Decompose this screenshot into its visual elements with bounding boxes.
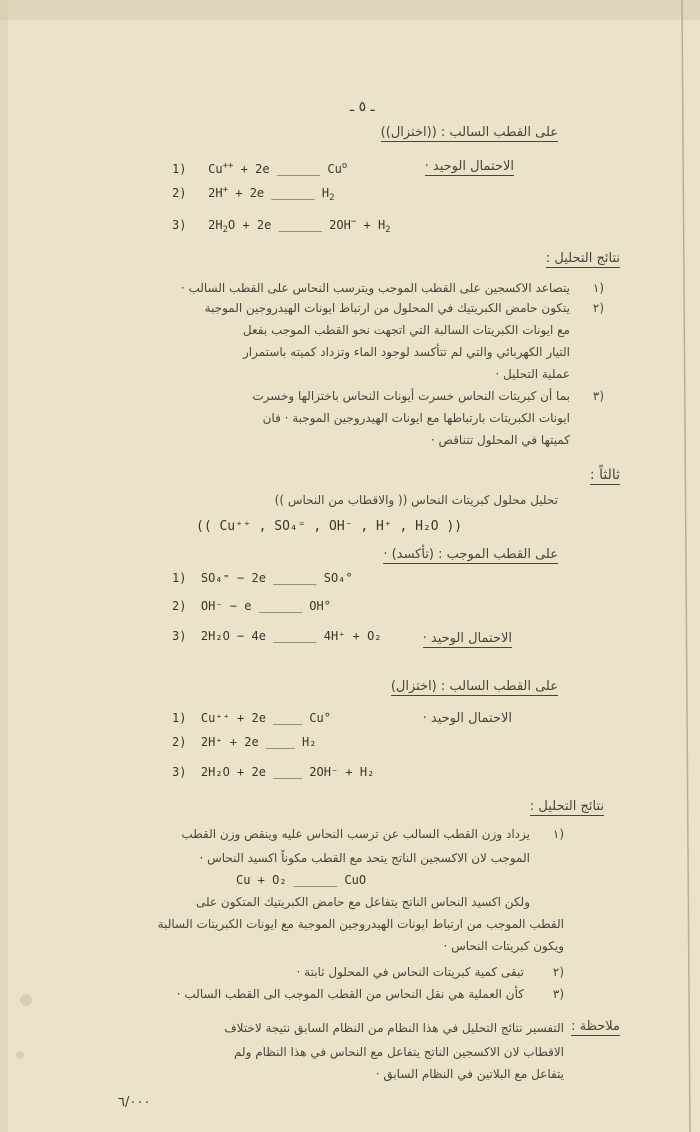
- reaction-3: 3) $2H_2O + 2e$ ______ $2OH^- + H_2$: [172, 217, 391, 235]
- page-number: ـ ٥ ـ: [350, 99, 375, 115]
- reaction-1: 1) Cu++ + 2e ______ Cu$^o$: [172, 161, 348, 176]
- result-2-line: عملية التحليل ·: [495, 367, 570, 381]
- result2-2-text: تبقى كمية كبريتات النحاس في المحلول ثابتة ·: [296, 965, 524, 979]
- reaction-2: 2) 2H+ + 2e ______ $H_2$: [172, 185, 335, 203]
- result2-1-cont: ويكون كبريتات النحاس ·: [443, 939, 564, 953]
- only-reaction-label-anode: الاحتمال الوحيد ·: [422, 631, 512, 646]
- section-third-heading: ثالثاً :: [589, 467, 620, 483]
- only-reaction-label: الاحتمال الوحيد ·: [424, 159, 514, 174]
- result-3-num: ٣): [592, 389, 604, 403]
- result2-2-num: ٢): [552, 965, 564, 979]
- result2-1-num: ١): [552, 827, 564, 841]
- result-1-num: ١): [592, 281, 604, 295]
- section-third-intro: تحليل محلول كبريتات النحاس (( والاقطاب من النحاس )): [274, 493, 558, 507]
- result-2-line: يتكون حامض الكبريتيك في المحلول من ارتباط ايونات الهيدروجين الموجبة: [204, 301, 570, 315]
- result-3-line: كميتها في المحلول تتناقص ·: [430, 433, 570, 447]
- result-3-line: بما أن كبريتات النحاس خسرت أيونات النحاس باختزالها وخسرت: [252, 389, 570, 403]
- footer-count: ٦/٠٠٠: [118, 1095, 151, 1110]
- anode-heading: على القطب الموجب : (تأكسد) ·: [383, 547, 558, 562]
- result-1-line: يتصاعد الاكسجين على القطب الموجب ويترسب النحاس على القطب السالب ·: [180, 281, 570, 295]
- cathode-heading: على القطب السالب : ((اختزال)): [380, 125, 558, 140]
- cathode-heading-2: على القطب السالب : (اختزال): [390, 679, 558, 694]
- ions-list: (( Cu⁺⁺ , SO₄⁼ , OH⁻ , H⁺ , H₂O )): [196, 519, 463, 534]
- results-heading-2: نتائج التحليل :: [529, 799, 604, 814]
- note-line: الاقطاب لان الاكسجين الناتج يتفاعل مع النحاس في هذا النظام ولم: [233, 1045, 564, 1059]
- result2-3-text: كأن العملية هي نقل النحاس من القطب الموجب الى القطب السالب ·: [176, 987, 524, 1001]
- result-2-line: مع ايونات الكبريتات السالبة التي اتجهت نحو القطب الموجب بفعل: [242, 323, 570, 337]
- result-2-line: التيار الكهربائي والتي لم تتأكسد لوجود الماء وتزداد كميته باستمرار: [242, 345, 570, 359]
- result2-1-cont: القطب الموجب من ارتباط ايونات الهيدروجين الموجبة مع ايونات الكبريتات السالبة: [157, 917, 564, 931]
- result2-3-num: ٣): [552, 987, 564, 1001]
- result2-1-line: الموجب لان الاكسجين الناتج يتحد مع القطب مكوناً اكسيد النحاس ·: [199, 851, 530, 865]
- only-reaction-label-cathode: الاحتمال الوحيد ·: [422, 711, 512, 726]
- anode-reaction-2: 2) OH⁻ − e ______ OH°: [172, 599, 331, 613]
- cathode-reaction-3: 3) 2H₂O + 2e ____ 2OH⁻ + H₂: [172, 765, 375, 779]
- cathode-reaction-2: 2) 2H⁺ + 2e ____ H₂: [172, 735, 317, 749]
- cathode-reaction-1: 1) Cu⁺⁺ + 2e ____ Cu°: [172, 711, 331, 725]
- note-line: التفسير نتائج التحليل في هذا النظام من النظام السابق نتيجة لاختلاف: [224, 1021, 564, 1035]
- anode-reaction-3: 3) 2H₂O − 4e ______ 4H⁺ + O₂: [172, 629, 382, 643]
- oxidation-equation: Cu + O₂ ______ CuO: [236, 873, 367, 887]
- result-2-num: ٢): [592, 301, 604, 315]
- results-heading: نتائج التحليل :: [545, 251, 620, 266]
- result2-1-line: يزداد وزن القطب السالب عن ترسب النحاس عليه وينقص وزن القطب: [181, 827, 530, 841]
- note-label: ملاحظة :: [571, 1019, 620, 1034]
- result2-1-cont: ولكن اكسيد النحاس الناتج يتفاعل مع حامض الكبريتيك المتكون على: [195, 895, 530, 909]
- anode-reaction-1: 1) SO₄⁼ − 2e ______ SO₄°: [172, 571, 353, 585]
- note-line: يتفاعل مع البلاتين في النظام السابق ·: [375, 1067, 564, 1081]
- result-3-line: ايونات الكبريتات بارتباطها مع ايونات الهيدروجين الموجبة · فان: [262, 411, 570, 425]
